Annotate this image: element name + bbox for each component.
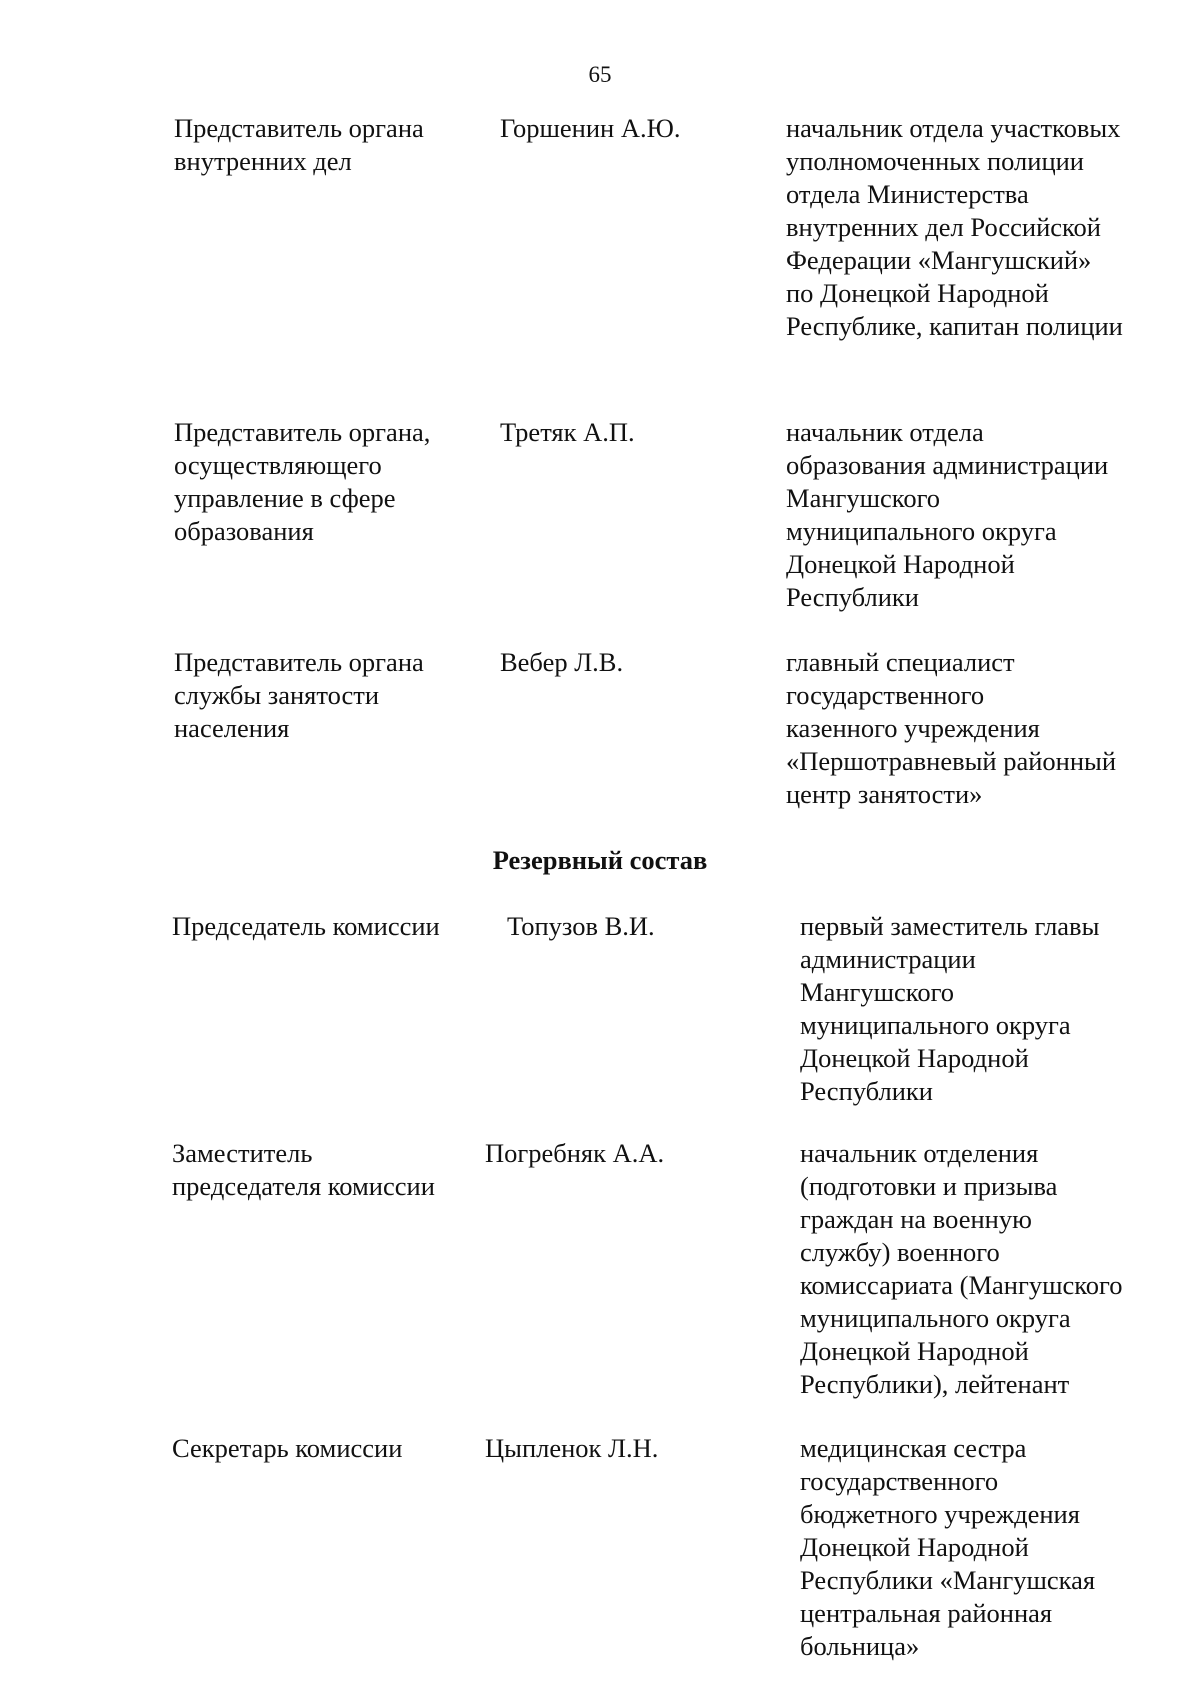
member-name: Вебер Л.В.	[500, 647, 624, 677]
member-role: Заместитель председателя комиссии	[172, 1138, 435, 1201]
member-role: Представитель органа службы занятости населения	[174, 647, 424, 743]
member-role: Представитель органа, осуществляющего управление в сфере образования	[174, 417, 431, 546]
member-name: Горшенин А.Ю.	[500, 113, 681, 143]
reserve-heading: Резервный состав	[492, 845, 708, 875]
member-position: первый заместитель главы администрации Мангушского муниципального округа Донецкой Народной Республики	[800, 911, 1100, 1106]
member-position: начальник отдела участковых уполномоченных полиции отдела Министерства внутренних дел Российской Федерации «Мангушский» по Донецкой Народной Республике, капитан полиции	[786, 113, 1123, 341]
member-name: Топузов В.И.	[507, 911, 655, 941]
member-position: начальник отделения (подготовки и призыва граждан на военную службу) военного комиссариата (Мангушского муниципального округа Донецкой Народной Республики), лейтенант	[800, 1138, 1123, 1399]
member-role: Председатель комиссии	[172, 911, 440, 941]
member-position: начальник отдела образования администрации Мангушского муниципального округа Донецкой Народной Республики	[786, 417, 1109, 612]
member-name: Цыпленок Л.Н.	[485, 1433, 659, 1463]
member-position: медицинская сестра государственного бюджетного учреждения Донецкой Народной Республики «Мангушская центральная районная больница»	[800, 1433, 1096, 1661]
member-position: главный специалист государственного казенного учреждения «Першотравневый районный центр занятости»	[786, 647, 1116, 809]
page-number: 65	[588, 62, 612, 87]
member-name: Погребняк А.А.	[485, 1138, 665, 1168]
member-role: Представитель органа внутренних дел	[174, 113, 424, 176]
member-role: Секретарь комиссии	[172, 1433, 403, 1463]
member-name: Третяк А.П.	[500, 417, 635, 447]
